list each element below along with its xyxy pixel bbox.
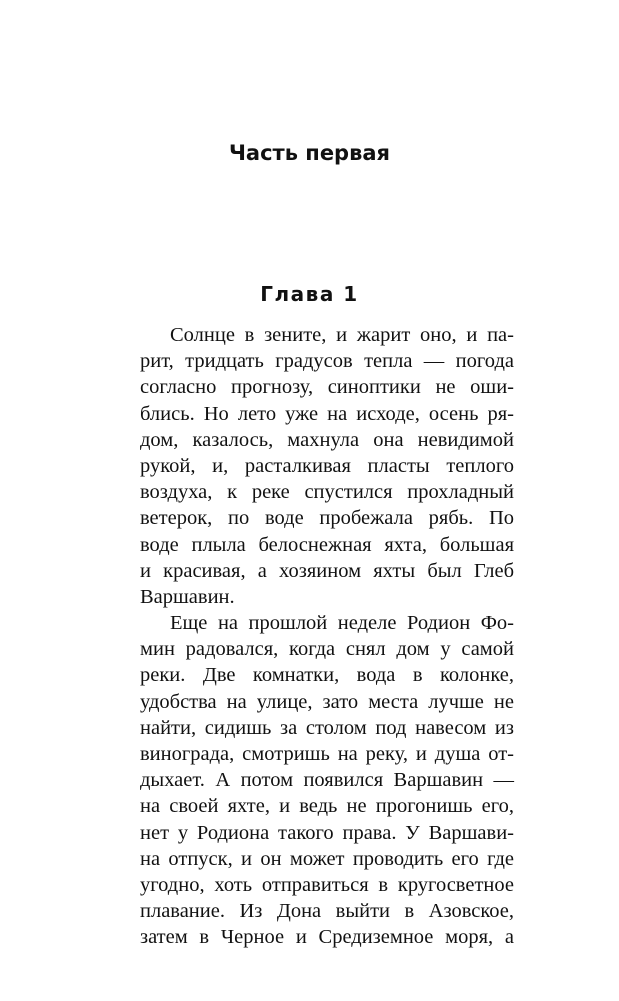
text-line: реки. Две комнатки, вода в колонке, [140,664,514,687]
text-line: дыхает. А потом появился Варшавин — [140,769,514,792]
text-line: мин радовался, когда снял дом у самой [140,638,514,661]
text-line: найти, сидишь за столом под навесом из [140,716,514,739]
text-line: Еще на прошлой неделе Родион Фо- [170,612,514,635]
chapter-body [140,322,514,951]
text-line: на своей яхте, и ведь не прогонишь его, [140,795,514,818]
text-line: затем в Черное и Средиземное моря, а [140,926,514,949]
text-line: воздуха, к реке спустился прохладный [140,481,514,504]
chapter-title: Глава 1 [260,282,359,306]
paragraph-2 [140,610,514,950]
text-line: воде плыла белоснежная яхта, большая [140,533,514,556]
text-line: Варшавин. [140,585,235,608]
text-line: на отпуск, и он может проводить его где [140,847,514,870]
part-title: Часть первая [228,141,391,165]
paragraph-1 [140,322,514,610]
text-line: плавание. Из Дона выйти в Азовское, [140,900,514,923]
text-line: блись. Но лето уже на исходе, осень ря- [140,402,514,425]
text-line: и красивая, а хозяином яхты был Глеб [140,559,514,582]
text-line: согласно прогнозу, синоптики не оши- [140,376,514,399]
text-line: удобства на улице, зато места лучше не [140,690,514,713]
text-line: дом, казалось, махнула она невидимой [140,428,514,451]
text-line: винограда, смотришь на реку, и душа от- [140,743,514,765]
text-line: Солнце в зените, и жарит оно, и па- [170,324,514,346]
text-line: нет у Родиона такого права. У Варшави- [140,821,514,844]
text-line: рукой, и, расталкивая пласты теплого [140,454,514,477]
text-line: угодно, хоть отправиться в кругосветное [140,873,514,896]
text-line: ветерок, по воде пробежала рябь. По [140,507,514,530]
text-line: рит, тридцать градусов тепла — погода [140,350,514,373]
